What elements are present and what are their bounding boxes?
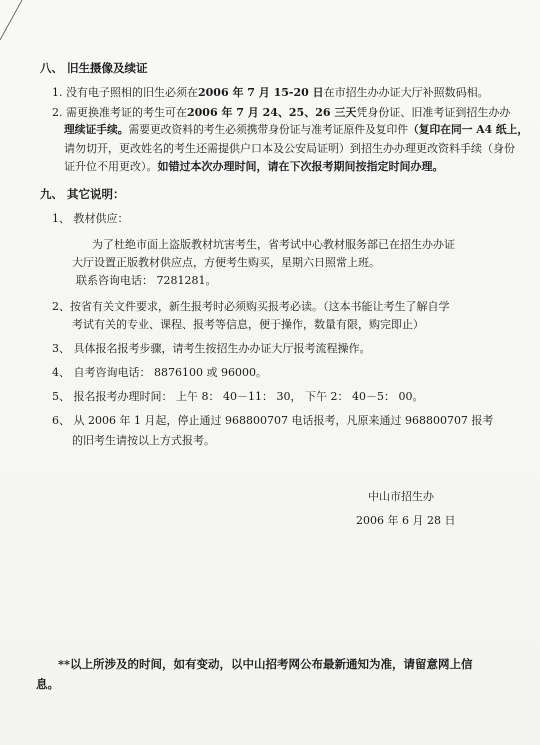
text-bold: （复印在同一 A4 纸上，	[408, 123, 529, 136]
item-number: 1.	[52, 86, 63, 99]
footnote-line-1: **以上所涉及的时间，如有变动，以中山招考网公布最新通知为准，请留意网上信	[58, 657, 473, 671]
date-bold: 2006 年 7 月 15-20 日	[198, 86, 324, 99]
date-bold: 2006 年 7 月 24、25、26 三天	[187, 106, 357, 119]
section-8-item-1	[52, 84, 489, 100]
text-bold: 如错过本次办理时间，请在下次报考期间按指定时间办理。	[157, 160, 444, 173]
section-9-item-2-line-2: 考试有关的专业、课程、报考等信息，便于操作，数量有限，购完即止）	[72, 318, 424, 331]
text: 没有电子照相的旧生必须在	[66, 86, 198, 99]
section-9-item-5: 5、 报名报考办理时间： 上午 8： 40－11： 30， 下午 2： 40－5： 00。	[52, 390, 424, 403]
item-number: 2.	[52, 106, 63, 119]
section-9-item-1-line-2: 大厅设置正版教材供应点，方便考生购买，星期六日照常上班。	[72, 256, 380, 269]
section-9-title: 九、 其它说明：	[40, 187, 125, 201]
text: 在市招生办办证大厅补照数码相。	[323, 86, 489, 99]
text: 证升位不用更改）。	[64, 160, 158, 173]
section-9-item-3: 3、 具体报名报考步骤，请考生按招生办办证大厅报考流程操作。	[52, 342, 371, 355]
section-9-item-6-line-1: 6、 从 2006 年 1 月起，停止通过 968800707 电话报考，凡原来通过 968800707 报考	[52, 414, 494, 427]
signature-date: 2006 年 6 月 28 日	[356, 514, 456, 527]
section-9-item-6-line-2: 的旧考生请按以上方式报考。	[72, 434, 215, 447]
section-9-item-1-label: 1、 教材供应：	[52, 212, 129, 225]
footnote-line-2: 息。	[36, 677, 59, 691]
section-9-item-2-line-1: 2、按省有关文件要求，新生报考时必须购买报考必读。（这本书能让考生了解自学	[52, 300, 450, 313]
text: 需要更改资料的考生必须携带身份证与准考证原件及复印件	[128, 123, 409, 136]
section-8-item-2-line-3: 请勿切开，更改姓名的考生还需提供户口本及公安局证明）到招生办办理更改资料手续（身份	[64, 142, 515, 155]
section-8-item-2-line-1	[52, 104, 510, 120]
signature-org: 中山市招生办	[368, 490, 434, 503]
section-9-item-1-phone: 联系咨询电话： 7281281。	[76, 274, 217, 287]
text-bold: 理续证手续。	[64, 123, 129, 136]
text: 需更换准考证的考生可在	[66, 106, 187, 119]
text: 凭身份证、旧准考证到招生办办	[356, 106, 511, 119]
section-8-item-2-line-2	[64, 122, 528, 137]
section-9-item-4: 4、 自考咨询电话： 8876100 或 96000。	[52, 366, 267, 379]
section-8-item-2-line-4	[64, 158, 444, 174]
section-9-item-1-line-1: 为了杜绝市面上盗版教材坑害考生，省考试中心教材服务部已在招生办办证	[92, 238, 455, 251]
section-8-title: 八、 旧生摄像及续证	[40, 61, 148, 75]
